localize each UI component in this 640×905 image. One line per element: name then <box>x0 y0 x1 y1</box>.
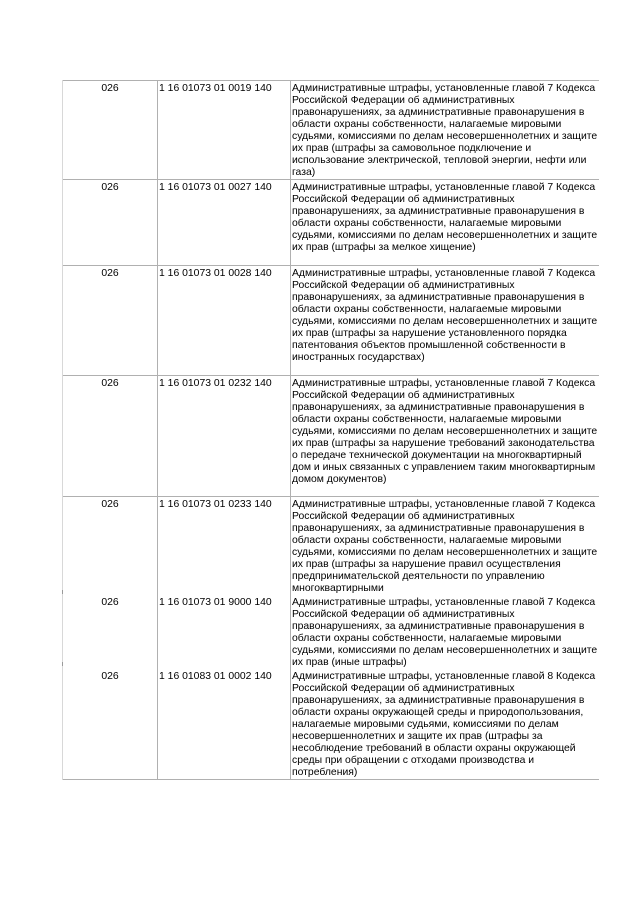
table-row <box>63 669 600 780</box>
table-row <box>63 595 600 669</box>
kbk-code-cell: 1 16 01073 01 0027 140 <box>158 180 291 266</box>
revenue-codes-table <box>62 80 599 780</box>
admin-code-cell: 026 <box>63 497 158 596</box>
admin-code-cell: 026 <box>63 595 158 669</box>
description-cell: Административные штрафы, установленные главой 7 Кодекса Российской Федерации об административных правонарушениях, за административные правонарушения в области охраны собственности, налагаемые мировыми судьями, комиссиями по делам несовершеннолетних и защите их прав (штрафы за мелкое хищение) <box>291 180 600 266</box>
table-row <box>63 266 600 376</box>
admin-code-cell: 026 <box>63 266 158 376</box>
description-cell: Административные штрафы, установленные главой 8 Кодекса Российской Федерации об административных правонарушениях, за административные правонарушения в области охраны окружающей среды и природопользования, налагаемые мировыми судьями, комиссиями по делам несовершеннолетних и защите их прав (штрафы за несоблюдение требований в области охраны окружающей среды при обращении с отходами производства и потребления) <box>291 669 600 780</box>
description-cell: Административные штрафы, установленные главой 7 Кодекса Российской Федерации об административных правонарушениях, за административные правонарушения в области охраны собственности, налагаемые мировыми судьями, комиссиями по делам несовершеннолетних и защите их прав (иные штрафы) <box>292 597 598 668</box>
description-cell: Административные штрафы, установленные главой 7 Кодекса Российской Федерации об административных правонарушениях, за административные правонарушения в области охраны собственности, налагаемые мировыми судьями, комиссиями по делам несовершеннолетних и защите их прав (штрафы за нарушение требований законодательства о передаче технической документации на многоквартирный дом и иных связанных с управлением таким многоквартирным домом документов) <box>291 376 600 497</box>
admin-code-cell: 026 <box>63 81 158 180</box>
table-row <box>63 376 600 497</box>
admin-code-cell: 026 <box>63 669 158 780</box>
margin-tick-mark <box>62 662 63 666</box>
table-row <box>63 81 600 180</box>
kbk-code-cell: 1 16 01073 01 0233 140 <box>158 497 291 596</box>
kbk-code-cell: 1 16 01073 01 0019 140 <box>158 81 291 180</box>
admin-code-cell: 026 <box>63 180 158 266</box>
table-row <box>63 497 600 596</box>
kbk-code-cell: 1 16 01073 01 0028 140 <box>158 266 291 376</box>
description-cell: Административные штрафы, установленные главой 7 Кодекса Российской Федерации об административных правонарушениях, за административные правонарушения в области охраны собственности, налагаемые мировыми судьями, комиссиями по делам несовершеннолетних и защите их прав (штрафы за нарушение установленного порядка патентования объектов промышленной собственности в иностранных государствах) <box>291 266 600 376</box>
kbk-code-cell: 1 16 01083 01 0002 140 <box>158 669 291 780</box>
table-row <box>63 180 600 266</box>
margin-tick-mark <box>62 590 63 594</box>
kbk-code-cell: 1 16 01073 01 9000 140 <box>158 595 291 669</box>
admin-code-cell: 026 <box>63 376 158 497</box>
kbk-code-cell: 1 16 01073 01 0232 140 <box>158 376 291 497</box>
description-cell: Административные штрафы, установленные главой 7 Кодекса Российской Федерации об административных правонарушениях, за административные правонарушения в области охраны собственности, налагаемые мировыми судьями, комиссиями по делам несовершеннолетних и защите их прав (штрафы за нарушение правил осуществления предпринимательской деятельности по управлению многоквартирными <box>291 497 600 596</box>
description-cell: Административные штрафы, установленные главой 7 Кодекса Российской Федерации об административных правонарушениях, за административные правонарушения в области охраны собственности, налагаемые мировыми судьями, комиссиями по делам несовершеннолетних и защите их прав (штрафы за самовольное подключение и использование электрической, тепловой энергии, нефти или газа) <box>291 81 600 180</box>
